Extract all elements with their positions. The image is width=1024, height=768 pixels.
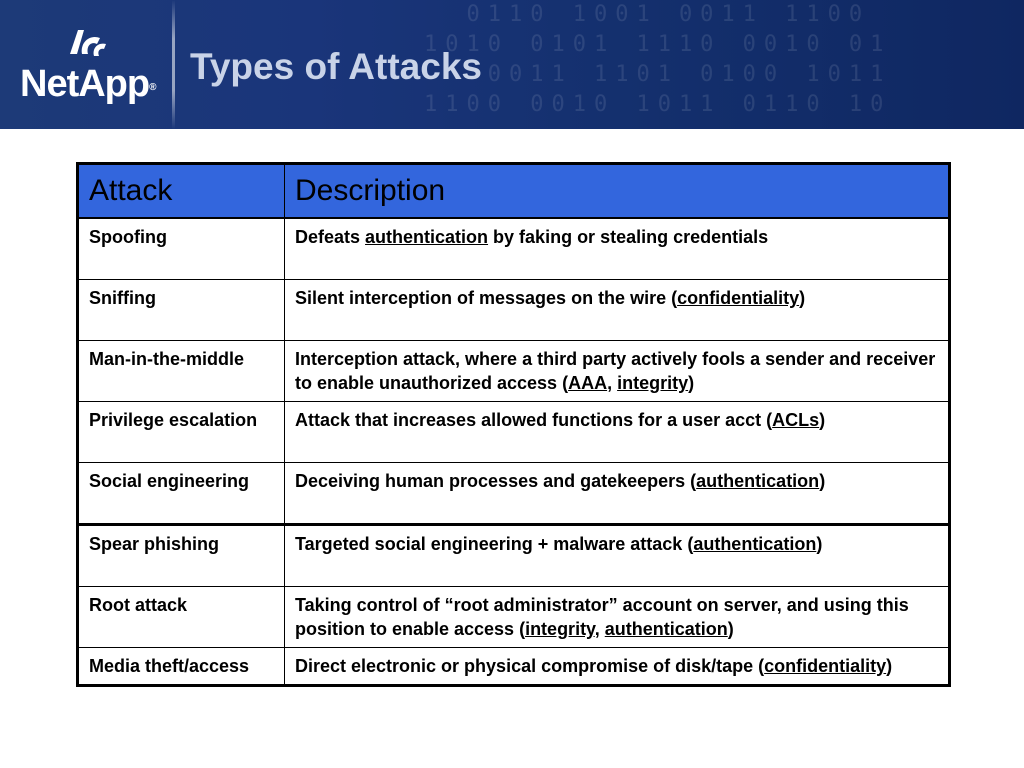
term-link: confidentiality — [764, 656, 887, 676]
table-row — [78, 648, 950, 686]
header-attack: Attack — [78, 164, 285, 219]
attack-cell: Spear phishing — [78, 525, 285, 587]
term-link: confidentiality — [677, 288, 800, 308]
table-header-row — [78, 164, 950, 219]
description-cell: Direct electronic or physical compromise of disk/tape (confidentiality) — [285, 648, 950, 686]
attack-cell: Media theft/access — [78, 648, 285, 686]
term-link: authentication — [604, 619, 728, 639]
term-link: ACLs — [772, 410, 820, 430]
header-divider — [172, 0, 175, 129]
table-row — [78, 280, 950, 341]
term-link: authentication — [365, 227, 489, 247]
table-row — [78, 402, 950, 463]
attack-cell: Sniffing — [78, 280, 285, 341]
attack-cell: Spoofing — [78, 218, 285, 280]
description-cell: Deceiving human processes and gatekeepers (authentication) — [285, 463, 950, 525]
binary-texture: 0110 1001 0011 1100 1010 0101 1110 0010 01 0011 1101 0100 1011 1100 0010 1011 0110 10 — [424, 2, 892, 117]
description-cell: Interception attack, where a third party actively fools a sender and receiver to enable unauthorized access (AAA, integrity) — [285, 341, 950, 402]
description-cell: Attack that increases allowed functions for a user acct (ACLs) — [285, 402, 950, 463]
attack-cell: Privilege escalation — [78, 402, 285, 463]
description-cell: Silent interception of messages on the wire (confidentiality) — [285, 280, 950, 341]
page-title: Types of Attacks — [190, 46, 482, 87]
attacks-table — [76, 162, 951, 687]
header-band — [0, 0, 1024, 129]
attacks-table-container — [76, 162, 948, 687]
table-row — [78, 218, 950, 280]
term-link: integrity — [617, 373, 689, 393]
description-cell: Targeted social engineering + malware attack (authentication) — [285, 525, 950, 587]
term-link: AAA — [568, 373, 608, 393]
attack-cell: Social engineering — [78, 463, 285, 525]
netapp-logo-mark-icon — [64, 24, 110, 64]
attack-cell: Root attack — [78, 587, 285, 648]
table-row — [78, 341, 950, 402]
description-cell: Taking control of “root administrator” account on server, and using this position to enable access (integrity, authentication) — [285, 587, 950, 648]
table-row — [78, 525, 950, 587]
description-cell: Defeats authentication by faking or stealing credentials — [285, 218, 950, 280]
term-link: authentication — [693, 534, 817, 554]
attack-cell: Man-in-the-middle — [78, 341, 285, 402]
header-description: Description — [285, 164, 950, 219]
table-row — [78, 587, 950, 648]
netapp-logo — [18, 24, 158, 108]
netapp-logo-text: NetApp® — [20, 63, 157, 105]
table-row — [78, 463, 950, 525]
term-link: authentication — [696, 471, 820, 491]
term-link: integrity — [525, 619, 595, 639]
